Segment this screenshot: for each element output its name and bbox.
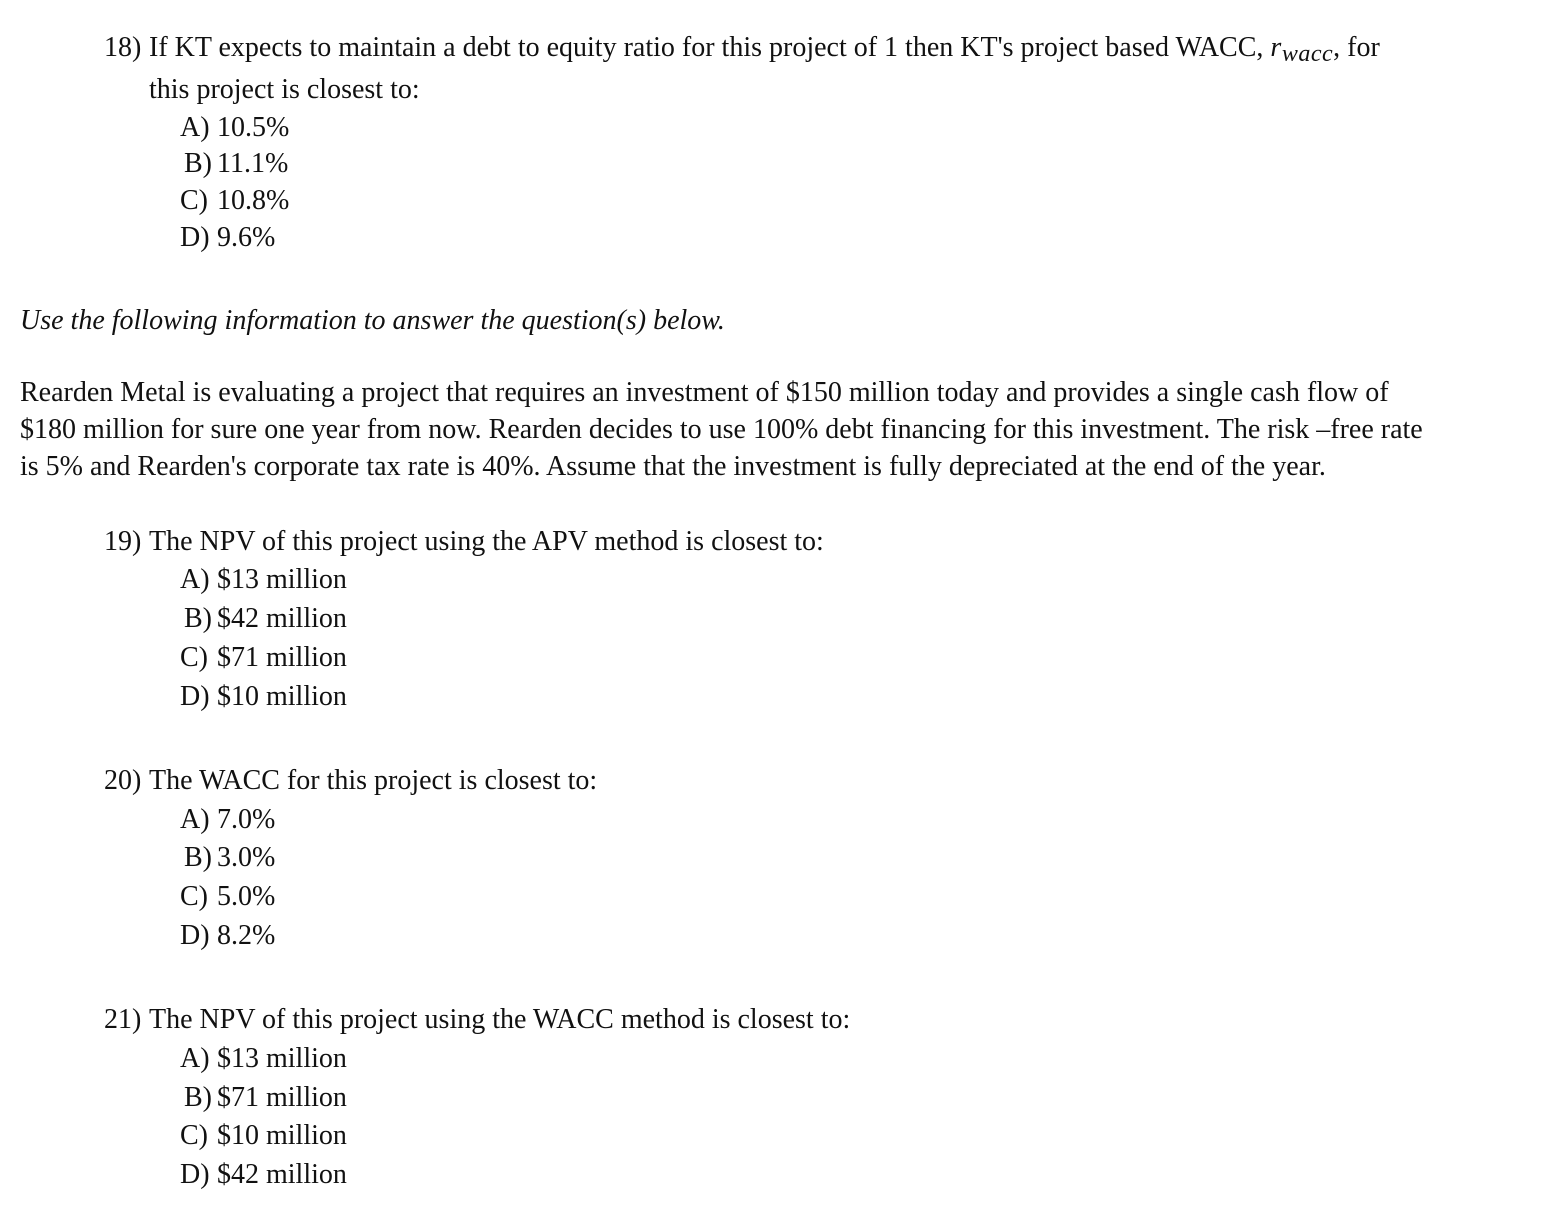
question-18-text-part2: , for (1333, 32, 1380, 63)
choice-text: 5.0% (217, 881, 276, 912)
choice-18-a[interactable] (180, 109, 289, 147)
question-number: 21) (104, 1004, 142, 1035)
question-20-text: The WACC for this project is closest to: (149, 765, 598, 796)
question-19-stem (104, 523, 824, 561)
question-number: 19) (104, 526, 142, 557)
choice-20-d[interactable] (180, 917, 275, 955)
passage-line-3: is 5% and Rearden's corporate tax rate is 40%. Assume that the investment is fully depreciated at the end of the year. (20, 451, 1326, 482)
question-number: 18) (104, 32, 142, 63)
choice-21-a[interactable] (180, 1040, 347, 1078)
choice-letter: C) (180, 881, 208, 912)
choice-letter: A) (180, 112, 210, 143)
choice-21-c[interactable] (180, 1117, 347, 1155)
choice-letter: A) (180, 564, 210, 595)
choice-text: 8.2% (217, 920, 276, 951)
question-18-stem-line2: this project is closest to: (149, 74, 420, 105)
choice-18-d[interactable] (180, 219, 275, 257)
choice-19-c[interactable] (180, 639, 347, 677)
choice-text: 10.8% (217, 185, 290, 216)
instructions-intro: Use the following information to answer the question(s) below. (20, 305, 725, 336)
choice-letter: B) (184, 1082, 212, 1113)
choice-text: $42 million (217, 603, 347, 634)
choice-text: $71 million (217, 642, 347, 673)
choice-text: $10 million (217, 1120, 347, 1151)
choice-21-d[interactable] (180, 1156, 347, 1194)
choice-letter: D) (180, 1159, 210, 1190)
choice-letter: A) (180, 804, 210, 835)
choice-text: $13 million (217, 564, 347, 595)
choice-20-a[interactable] (180, 801, 275, 839)
choice-20-b[interactable] (180, 839, 275, 877)
choice-letter: D) (180, 920, 210, 951)
rwacc-subscript: wacc (1281, 41, 1334, 67)
choice-letter: B) (184, 603, 212, 634)
choice-text: $13 million (217, 1043, 347, 1074)
passage-line-1: Rearden Metal is evaluating a project that requires an investment of $150 million today and provides a single cash flow of (20, 377, 1389, 408)
choice-19-a[interactable] (180, 561, 347, 599)
choice-letter: B) (184, 148, 212, 179)
choice-text: 9.6% (217, 222, 276, 253)
question-18-stem (104, 29, 1380, 67)
question-21-text: The NPV of this project using the WACC method is closest to: (149, 1004, 851, 1035)
rwacc-symbol (1270, 32, 1334, 67)
choice-text: 3.0% (217, 842, 276, 873)
choice-letter: C) (180, 642, 208, 673)
choice-19-d[interactable] (180, 678, 347, 716)
choice-20-c[interactable] (180, 878, 275, 916)
choice-letter: C) (180, 1120, 208, 1151)
choice-letter: D) (180, 681, 210, 712)
choice-text: $10 million (217, 681, 347, 712)
choice-letter: A) (180, 1043, 210, 1074)
rwacc-base: r (1270, 32, 1282, 63)
choice-text: $71 million (217, 1082, 347, 1113)
choice-18-b[interactable] (180, 145, 288, 183)
scenario-passage (20, 374, 1560, 485)
choice-text: $42 million (217, 1159, 347, 1190)
choice-18-c[interactable] (180, 182, 289, 220)
choice-21-b[interactable] (180, 1079, 347, 1117)
question-21-stem (104, 1001, 850, 1039)
choice-19-b[interactable] (180, 600, 347, 638)
choice-text: 11.1% (217, 148, 289, 179)
choice-letter: D) (180, 222, 210, 253)
question-number: 20) (104, 765, 142, 796)
choice-letter: C) (180, 185, 208, 216)
passage-line-2: $180 million for sure one year from now. Rearden decides to use 100% debt financing for this investment. The risk –free rate (20, 414, 1423, 445)
question-20-stem (104, 762, 597, 800)
choice-letter: B) (184, 842, 212, 873)
choice-text: 7.0% (217, 804, 276, 835)
choice-text: 10.5% (217, 112, 290, 143)
question-19-text: The NPV of this project using the APV method is closest to: (149, 526, 824, 557)
question-18-text-part1: If KT expects to maintain a debt to equity ratio for this project of 1 then KT's project based WACC, (149, 32, 1271, 63)
